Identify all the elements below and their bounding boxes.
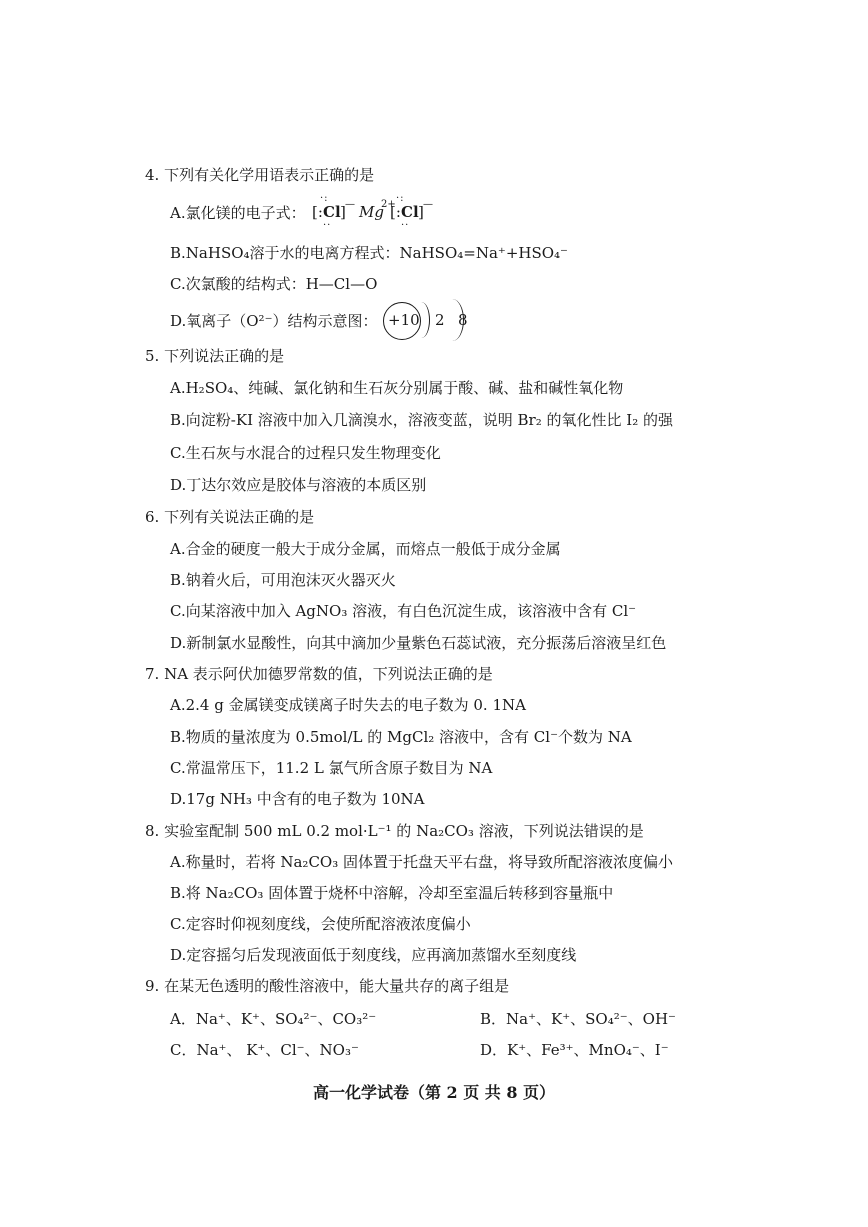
electron-shell-1-arc [413,302,430,338]
q7-option-d: D.17g NH₃ 中含有的电子数为 10NA [170,790,425,808]
electron-shell-1-count: 2 [435,311,445,329]
q7-option-a: A.2.4 g 金属镁变成镁离子时失去的电子数为 0. 1NA [170,696,526,714]
mgcl2-electron-formula: ·: [: Cl ] — ·· Mg 2+ ·: [: Cl ] — ·· [312,193,433,231]
q8-stem: 8. 实验室配制 500 mL 0.2 mol·L⁻¹ 的 Na₂CO₃ 溶液，下列说法错误的是 [145,822,644,840]
q4-option-d-prefix: D.氧离子（O²⁻）结构示意图： [170,312,378,330]
q9-option-c: C．Na⁺、 K⁺、Cl⁻、NO₃⁻ [170,1041,359,1059]
q9-option-a: A．Na⁺、K⁺、SO₄²⁻、CO₃²⁻ [170,1010,377,1028]
nucleus-charge: +10 [388,311,420,329]
q9-stem: 9. 在某无色透明的酸性溶液中，能大量共存的离子组是 [145,977,510,995]
q7-stem: 7. NA 表示阿伏加德罗常数的值，下列说法正确的是 [145,665,493,683]
q4-option-c: C.次氯酸的结构式：H—Cl—O [170,275,378,293]
q5-option-c: C.生石灰与水混合的过程只发生物理变化 [170,444,441,462]
q4-option-d [170,311,378,331]
q5-option-d: D.丁达尔效应是胶体与溶液的本质区别 [170,476,427,494]
oxide-ion-structure-diagram [383,300,473,340]
q8-option-c: C.定容时仰视刻度线，会使所配溶液浓度偏小 [170,915,471,933]
chlorine-symbol-left: Cl [323,203,341,221]
q6-stem: 6. 下列有关说法正确的是 [145,508,315,526]
q8-option-d: D.定容摇匀后发现液面低于刻度线，应再滴加蒸馏水至刻度线 [170,946,577,964]
q5-stem: 5. 下列说法正确的是 [145,347,285,365]
electron-shell-2-count: 8 [458,311,468,329]
q5-option-b: B.向淀粉-KI 溶液中加入几滴溴水，溶液变蓝，说明 Br₂ 的氧化性比 I₂ 的强 [170,411,673,429]
chloride-charge-left: — [345,199,355,210]
q5-option-a: A.H₂SO₄、纯碱、氯化钠和生石灰分别属于酸、碱、盐和碱性氧化物 [170,379,624,397]
q6-option-a: A.合金的硬度一般大于成分金属，而熔点一般低于成分金属 [170,540,561,558]
q4-stem: 4. 下列有关化学用语表示正确的是 [145,166,375,184]
page-footer: 高一化学试卷（第 2 页 共 8 页） [312,1083,556,1102]
q9-option-b: B．Na⁺、K⁺、SO₄²⁻、OH⁻ [480,1010,676,1028]
q6-option-d: D.新制氯水显酸性，向其中滴加少量紫色石蕊试液，充分振荡后溶液呈红色 [170,634,667,652]
q7-option-b: B.物质的量浓度为 0.5mol/L 的 MgCl₂ 溶液中，含有 Cl⁻个数为 NA [170,728,632,746]
q4-option-a [170,203,306,223]
magnesium-charge: 2+ [381,199,396,210]
q4-option-b: B.NaHSO₄溶于水的电离方程式：NaHSO₄=Na⁺+HSO₄⁻ [170,244,568,262]
q7-option-c: C.常温常压下，11.2 L 氯气所含原子数目为 NA [170,759,493,777]
q8-option-b: B.将 Na₂CO₃ 固体置于烧杯中溶解，冷却至室温后转移到容量瓶中 [170,884,614,902]
chloride-charge-right: — [423,199,433,210]
q8-option-a: A.称量时，若将 Na₂CO₃ 固体置于托盘天平右盘，将导致所配溶液浓度偏小 [170,853,674,871]
magnesium-symbol: Mg [359,203,384,221]
q6-option-c: C.向某溶液中加入 AgNO₃ 溶液，有白色沉淀生成，该溶液中含有 Cl⁻ [170,602,637,620]
q4-option-a-prefix: A.氯化镁的电子式： [170,204,306,222]
q9-option-d: D．K⁺、Fe³⁺、MnO₄⁻、I⁻ [480,1041,669,1059]
q6-option-b: B.钠着火后，可用泡沫灭火器灭火 [170,571,396,589]
chlorine-symbol-right: Cl [401,203,419,221]
